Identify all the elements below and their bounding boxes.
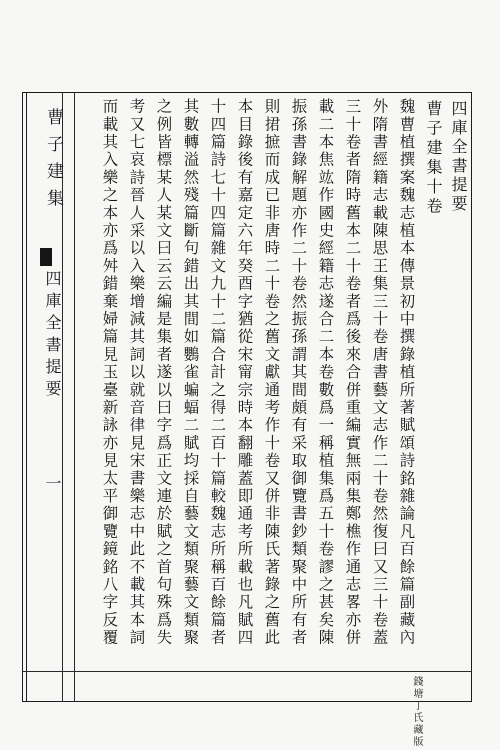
spine-series-title: 四庫全書提要 (43, 270, 62, 402)
text-column-10: 之例皆標某人某文曰云云編是集者遂以曰字爲正文連於賦之首句殊爲失 (154, 98, 173, 647)
text-column-9: 其數轉溢然殘篇斷句錯出其間如鸚雀蝙蝠二賦均採自藝文類聚藝文類聚 (181, 98, 200, 647)
text-column-5: 振孫書錄解題亦作二十卷然振孫謂其間頗有采取御覽書鈔類聚中所有者 (289, 98, 308, 647)
footer-rule (22, 671, 472, 672)
text-column-4: 載二本焦竑作國史經籍志遂合二本卷數爲一稱植集爲五十卷謬之甚矣陳 (316, 98, 335, 647)
text-column-11: 考又七哀詩晉人采以入樂增減其詞以就音律見宋書樂志中此不載其本詞 (127, 98, 146, 647)
frame-inner-border (26, 92, 27, 702)
fish-tail-mark (40, 248, 52, 266)
text-column-6: 則捃摭而成已非唐時二十卷之舊文獻通考作十卷又併非陳氏著錄之舊此 (262, 98, 281, 647)
edition-mark: 錢塘丁氏藏版 (411, 676, 422, 748)
work-title: 曹子建集十卷 (424, 100, 443, 217)
spine-book-title: 曹子建集 (43, 108, 63, 216)
text-column-3: 三十卷者隋時舊本二十卷者爲後來合併重編實無兩集鄭樵作通志畧亦併 (343, 98, 362, 647)
spine-page-number: 一 (43, 475, 62, 498)
collection-title: 四庫全書提要 (449, 100, 468, 214)
text-column-7: 本目錄後有嘉定六年癸酉字猶從宋甯宗時本翻雕蓋即通考所載也凡賦四 (235, 98, 254, 647)
text-column-2: 外隋書經籍志載陳思王集三十卷唐書藝文志作二十卷然復曰又三十卷蓋 (370, 98, 389, 647)
spine-rule-right (74, 92, 75, 702)
text-column-1: 魏曹植撰案魏志植本傳景初中撰錄植所著賦頌詩銘雜論凡百餘篇副藏內 (397, 98, 416, 647)
text-column-12: 而載其入樂之本亦爲舛錯棄婦篇見玉臺新詠亦見太平御覽鏡銘八字反覆 (100, 98, 119, 647)
text-column-8: 十四篇詩七十四篇雜文九十二篇合計之得二百十篇較魏志所稱百餘篇者 (208, 98, 227, 647)
